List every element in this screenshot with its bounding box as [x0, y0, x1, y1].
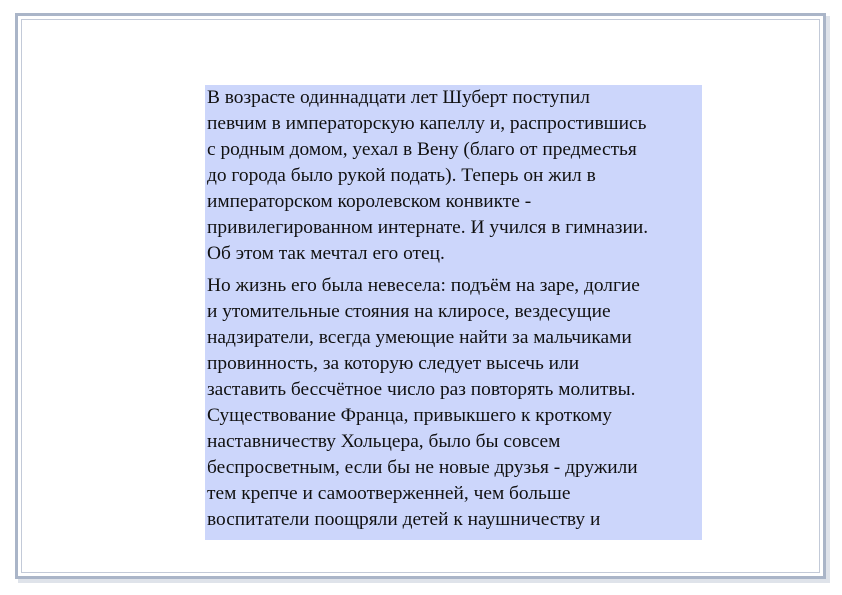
- frame-shadow: [18, 579, 830, 583]
- paragraph-2: Но жизнь его была невесела: подъём на заре, долгие и утомительные стояния на клиросе, вездесущие надзиратели, всегда умеющие найти за мальчиками провинность, за которую следует высечь или заставить бессчётное число раз повторять молитвы. Существование Франца, привыкшего к кроткому наставничеству Хольцера, было бы совсем беспросветным, если бы не новые друзья - дружили тем крепче и самоотверженней, чем больше воспитатели поощряли детей к наушничеству и: [207, 275, 640, 530]
- frame-shadow: [826, 16, 830, 582]
- paragraph-1: В возрасте одиннадцати лет Шуберт поступил певчим в императорскую капеллу и, распростившись с родным домом, уехал в Вену (благо от предместья до города было рукой подать). Теперь он жил в императорском королевском конвикте - привилегированном интернате. И учился в гимназии. Об этом так мечтал его отец.: [207, 87, 649, 264]
- text-box: [205, 85, 702, 540]
